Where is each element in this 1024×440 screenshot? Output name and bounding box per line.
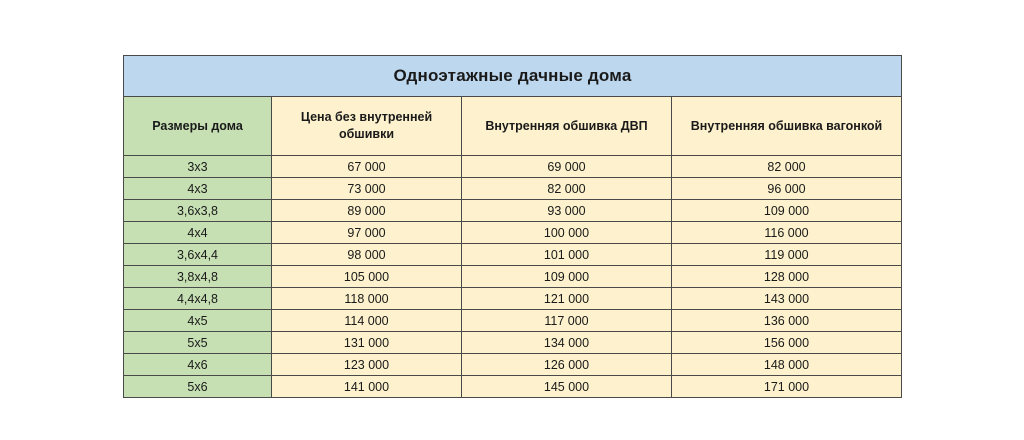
- cell-price-vagonka: 128 000: [672, 266, 902, 288]
- cell-price-dvp: 69 000: [462, 156, 672, 178]
- cell-price-vagonka: 143 000: [672, 288, 902, 310]
- cell-size: 4х4: [124, 222, 272, 244]
- column-header-price-no-lining: Цена без внутренней обшивки: [272, 97, 462, 156]
- cell-price-no-lining: 118 000: [272, 288, 462, 310]
- cell-price-dvp: 101 000: [462, 244, 672, 266]
- cell-price-vagonka: 156 000: [672, 332, 902, 354]
- price-table: [123, 55, 902, 398]
- cell-size: 4х5: [124, 310, 272, 332]
- cell-price-no-lining: 73 000: [272, 178, 462, 200]
- table-row: [124, 200, 902, 222]
- cell-size: 3,8х4,8: [124, 266, 272, 288]
- table-row: [124, 244, 902, 266]
- cell-size: 4,4х4,8: [124, 288, 272, 310]
- cell-price-no-lining: 114 000: [272, 310, 462, 332]
- price-table-container: [123, 55, 901, 398]
- cell-price-dvp: 82 000: [462, 178, 672, 200]
- page-title: Одноэтажные дачные дома: [124, 56, 902, 97]
- cell-price-dvp: 126 000: [462, 354, 672, 376]
- cell-price-no-lining: 67 000: [272, 156, 462, 178]
- cell-price-dvp: 121 000: [462, 288, 672, 310]
- cell-price-vagonka: 148 000: [672, 354, 902, 376]
- table-row: [124, 222, 902, 244]
- cell-price-no-lining: 89 000: [272, 200, 462, 222]
- cell-price-dvp: 109 000: [462, 266, 672, 288]
- cell-price-vagonka: 119 000: [672, 244, 902, 266]
- table-row: [124, 266, 902, 288]
- cell-price-no-lining: 105 000: [272, 266, 462, 288]
- cell-size: 3,6х3,8: [124, 200, 272, 222]
- cell-price-no-lining: 131 000: [272, 332, 462, 354]
- table-row: [124, 354, 902, 376]
- column-header-price-vagonka: Внутренняя обшивка вагонкой: [672, 97, 902, 156]
- cell-price-no-lining: 141 000: [272, 376, 462, 398]
- cell-price-vagonka: 171 000: [672, 376, 902, 398]
- table-row: [124, 156, 902, 178]
- cell-size: 4х6: [124, 354, 272, 376]
- cell-price-dvp: 134 000: [462, 332, 672, 354]
- cell-price-vagonka: 116 000: [672, 222, 902, 244]
- column-header-size: Размеры дома: [124, 97, 272, 156]
- cell-price-dvp: 100 000: [462, 222, 672, 244]
- table-row: [124, 376, 902, 398]
- cell-size: 4х3: [124, 178, 272, 200]
- cell-price-dvp: 117 000: [462, 310, 672, 332]
- cell-price-no-lining: 97 000: [272, 222, 462, 244]
- table-header-row: [124, 97, 902, 156]
- cell-size: 5х5: [124, 332, 272, 354]
- cell-size: 3,6х4,4: [124, 244, 272, 266]
- cell-price-vagonka: 96 000: [672, 178, 902, 200]
- column-header-price-dvp: Внутренняя обшивка ДВП: [462, 97, 672, 156]
- cell-price-vagonka: 109 000: [672, 200, 902, 222]
- cell-price-vagonka: 136 000: [672, 310, 902, 332]
- cell-size: 3х3: [124, 156, 272, 178]
- cell-price-no-lining: 98 000: [272, 244, 462, 266]
- price-table-body: [124, 56, 902, 398]
- table-row: [124, 310, 902, 332]
- cell-size: 5х6: [124, 376, 272, 398]
- cell-price-dvp: 93 000: [462, 200, 672, 222]
- cell-price-dvp: 145 000: [462, 376, 672, 398]
- table-row: [124, 332, 902, 354]
- cell-price-vagonka: 82 000: [672, 156, 902, 178]
- cell-price-no-lining: 123 000: [272, 354, 462, 376]
- table-row: [124, 288, 902, 310]
- table-title-row: [124, 56, 902, 97]
- table-row: [124, 178, 902, 200]
